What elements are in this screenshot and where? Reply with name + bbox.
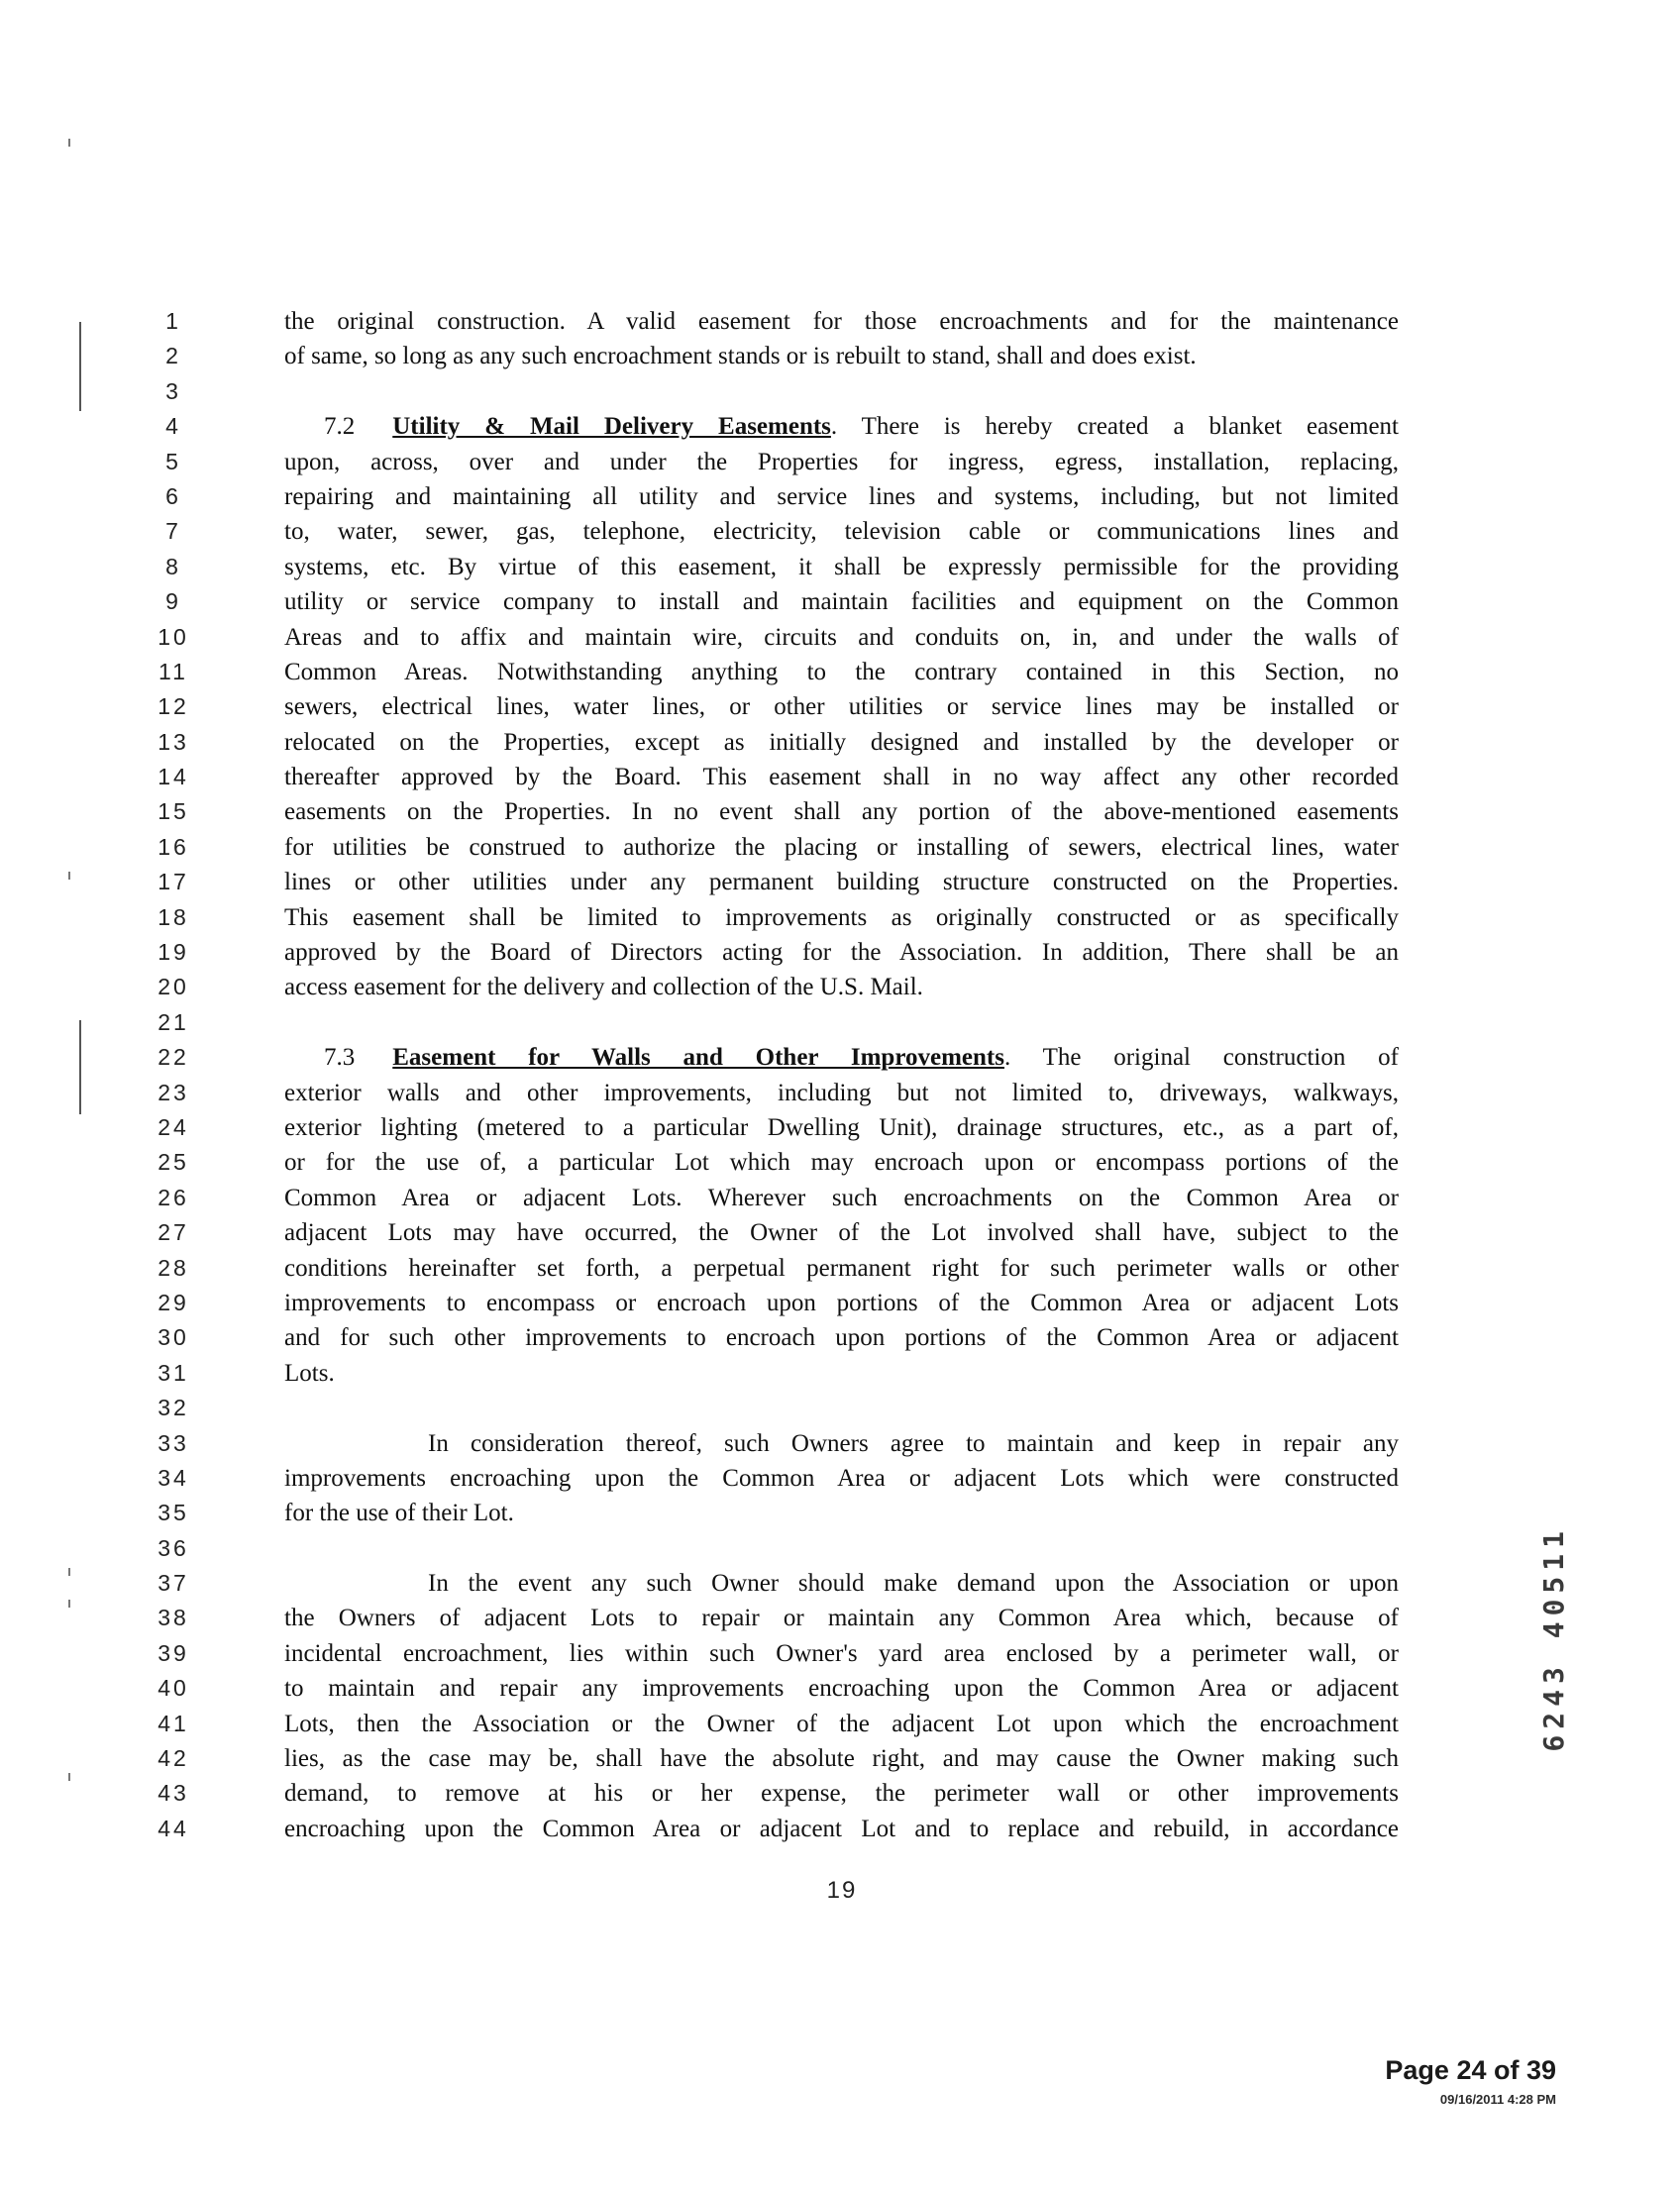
scan-mark [68, 1568, 70, 1576]
scan-mark [68, 872, 70, 880]
text-line: Lots, then the Association or the Owner of the adjacent Lot upon which the encroachment [284, 1710, 1399, 1737]
line-number: 9 [165, 588, 181, 615]
text-line: exterior lighting (metered to a particular Dwelling Unit), drainage structures, etc., as a part of, [284, 1113, 1399, 1141]
line-number: 13 [158, 728, 189, 755]
print-timestamp: 09/16/2011 4:28 PM [1439, 2092, 1556, 2107]
line-number: 33 [158, 1429, 189, 1456]
text-line: thereafter approved by the Board. This easement shall in no way affect any other recorded [284, 764, 1399, 791]
section-title: Easement for Walls and Other Improvements [392, 1044, 1004, 1072]
line-number: 4 [165, 413, 181, 440]
text-fragment: . There is hereby created a blanket easement [830, 413, 1400, 441]
blank-line [284, 374, 1399, 409]
text-line: sewers, electrical lines, water lines, or other utilities or service lines may be installed or [284, 693, 1399, 721]
section-title: Utility & Mail Delivery Easements [392, 413, 831, 441]
section-number: 7.3 [324, 1044, 356, 1072]
line-number: 27 [158, 1219, 189, 1246]
line-number: 17 [158, 869, 189, 895]
text-line: relocated on the Properties, except as initially designed and installed by the developer or [284, 728, 1399, 756]
line-number: 35 [158, 1500, 189, 1526]
scan-mark [68, 139, 70, 147]
line-number: 20 [158, 974, 189, 1000]
text-line: the original construction. A valid easement for those encroachments and for the maintenance [284, 308, 1399, 335]
line-number: 8 [165, 553, 181, 579]
text-line: adjacent Lots may have occurred, the Owner of the Lot involved shall have, subject to the [284, 1219, 1399, 1247]
line-number: 34 [158, 1464, 189, 1491]
line-number: 40 [158, 1675, 189, 1702]
scan-mark [68, 1600, 70, 1608]
line-number: 37 [158, 1570, 189, 1597]
line-number: 16 [158, 833, 189, 860]
line-number: 31 [158, 1359, 189, 1386]
line-number: 22 [158, 1044, 189, 1071]
text-line: systems, etc. By virtue of this easement, it shall be expressly permissible for the providing [284, 553, 1399, 580]
text-fragment: . The original construction of [1003, 1044, 1399, 1072]
document-body [284, 304, 1399, 1846]
text-line: incidental encroachment, lies within such Owner's yard area enclosed by a perimeter wall, or [284, 1639, 1399, 1667]
line-number: 1 [165, 308, 181, 334]
line-number: 11 [158, 658, 188, 684]
text-line: of same, so long as any such encroachment stands or is rebuilt to stand, shall and does exist. [284, 343, 1197, 370]
text-line: the Owners of adjacent Lots to repair or maintain any Common Area which, because of [284, 1605, 1399, 1632]
text-line: repairing and maintaining all utility and service lines and systems, including, but not limited [284, 482, 1399, 510]
text-line: encroaching upon the Common Area or adjacent Lot and to replace and rebuild, in accordance [284, 1815, 1399, 1842]
line-number: 39 [158, 1639, 189, 1666]
text-line: approved by the Board of Directors acting for the Association. In addition, There shall be an [284, 939, 1399, 967]
text-line: for the use of their Lot. [284, 1500, 514, 1527]
text-line: utility or service company to install and maintain facilities and equipment on the Common [284, 588, 1399, 616]
line-number: 30 [158, 1324, 189, 1351]
text-line: conditions hereinafter set forth, a perpetual permanent right for such perimeter walls or other [284, 1254, 1399, 1282]
line-number: 41 [158, 1710, 189, 1736]
line-number: 43 [158, 1780, 189, 1807]
text-line: upon, across, over and under the Properties for ingress, egress, installation, replacing, [284, 448, 1399, 475]
revision-bar [79, 322, 81, 411]
line-number: 36 [158, 1534, 189, 1561]
section-7-2-heading-line [284, 409, 1399, 444]
section-7-3-heading-line [284, 1040, 1399, 1075]
line-number: 6 [165, 482, 181, 509]
text-line: In the event any such Owner should make demand upon the Association or upon [428, 1570, 1399, 1598]
text-line: Common Areas. Notwithstanding anything to the contrary contained in this Section, no [284, 658, 1399, 685]
line-number: 44 [158, 1815, 189, 1841]
line-number: 3 [165, 377, 181, 404]
line-number: 10 [158, 623, 189, 650]
text-line: or for the use of, a particular Lot which may encroach upon or encompass portions of the [284, 1149, 1399, 1177]
page-count-label: Page 24 of 39 [1385, 2055, 1556, 2085]
line-number: 28 [158, 1254, 189, 1281]
section-number: 7.2 [324, 413, 356, 441]
text-line: Lots. [284, 1359, 335, 1387]
line-number: 12 [158, 693, 189, 720]
line-number: 26 [158, 1184, 189, 1210]
text-line: Areas and to affix and maintain wire, circuits and conduits on, in, and under the walls of [284, 623, 1399, 651]
line-number: 32 [158, 1395, 189, 1421]
text-line: access easement for the delivery and collection of the U.S. Mail. [284, 974, 923, 1001]
line-number: 23 [158, 1079, 189, 1105]
line-number: 7 [165, 518, 181, 545]
text-line: improvements to encompass or encroach upon portions of the Common Area or adjacent Lots [284, 1289, 1399, 1316]
blank-line [284, 1391, 1399, 1425]
text-line: In consideration thereof, such Owners agree to maintain and keep in repair any [428, 1429, 1399, 1457]
line-number: 2 [165, 343, 181, 369]
line-number: 19 [158, 939, 189, 966]
text-line: exterior walls and other improvements, including but not limited to, driveways, walkways, [284, 1079, 1399, 1106]
line-number: 25 [158, 1149, 189, 1176]
line-number: 24 [158, 1113, 189, 1140]
text-line: demand, to remove at his or her expense, the perimeter wall or other improvements [284, 1780, 1399, 1808]
page-number: 19 [826, 1877, 858, 1904]
revision-bar [79, 1020, 81, 1114]
text-line: improvements encroaching upon the Common Area or adjacent Lots which were constructed [284, 1464, 1399, 1492]
text-line: for utilities be construed to authorize the placing or installing of sewers, electrical lines, water [284, 833, 1399, 861]
text-line: to maintain and repair any improvements encroaching upon the Common Area or adjacent [284, 1675, 1399, 1703]
line-number: 21 [158, 1008, 189, 1035]
recording-stamp [1537, 1525, 1577, 1852]
text-line: This easement shall be limited to improvements as originally constructed or as specifically [284, 903, 1399, 931]
scan-mark [68, 1773, 70, 1781]
text-line: to, water, sewer, gas, telephone, electricity, television cable or communications lines and [284, 518, 1399, 546]
blank-line [284, 1531, 1399, 1566]
text-line: lines or other utilities under any permanent building structure constructed on the Properties. [284, 869, 1399, 896]
text-line: Common Area or adjacent Lots. Wherever such encroachments on the Common Area or [284, 1184, 1399, 1211]
line-number: 38 [158, 1605, 189, 1631]
blank-line [284, 1005, 1399, 1040]
line-number: 14 [158, 764, 189, 790]
line-number-column [149, 304, 198, 1846]
text-line: and for such other improvements to encroach upon portions of the Common Area or adjacent [284, 1324, 1399, 1352]
text-line: lies, as the case may be, shall have the absolute right, and may cause the Owner making such [284, 1745, 1399, 1773]
line-number: 29 [158, 1289, 189, 1315]
line-number: 18 [158, 903, 189, 930]
line-number: 15 [158, 798, 189, 825]
recording-stamp-text: 6243 40511 [1537, 1525, 1570, 1752]
text-line: easements on the Properties. In no event shall any portion of the above-mentioned easements [284, 798, 1399, 826]
line-number: 5 [165, 448, 181, 474]
line-number: 42 [158, 1745, 189, 1772]
